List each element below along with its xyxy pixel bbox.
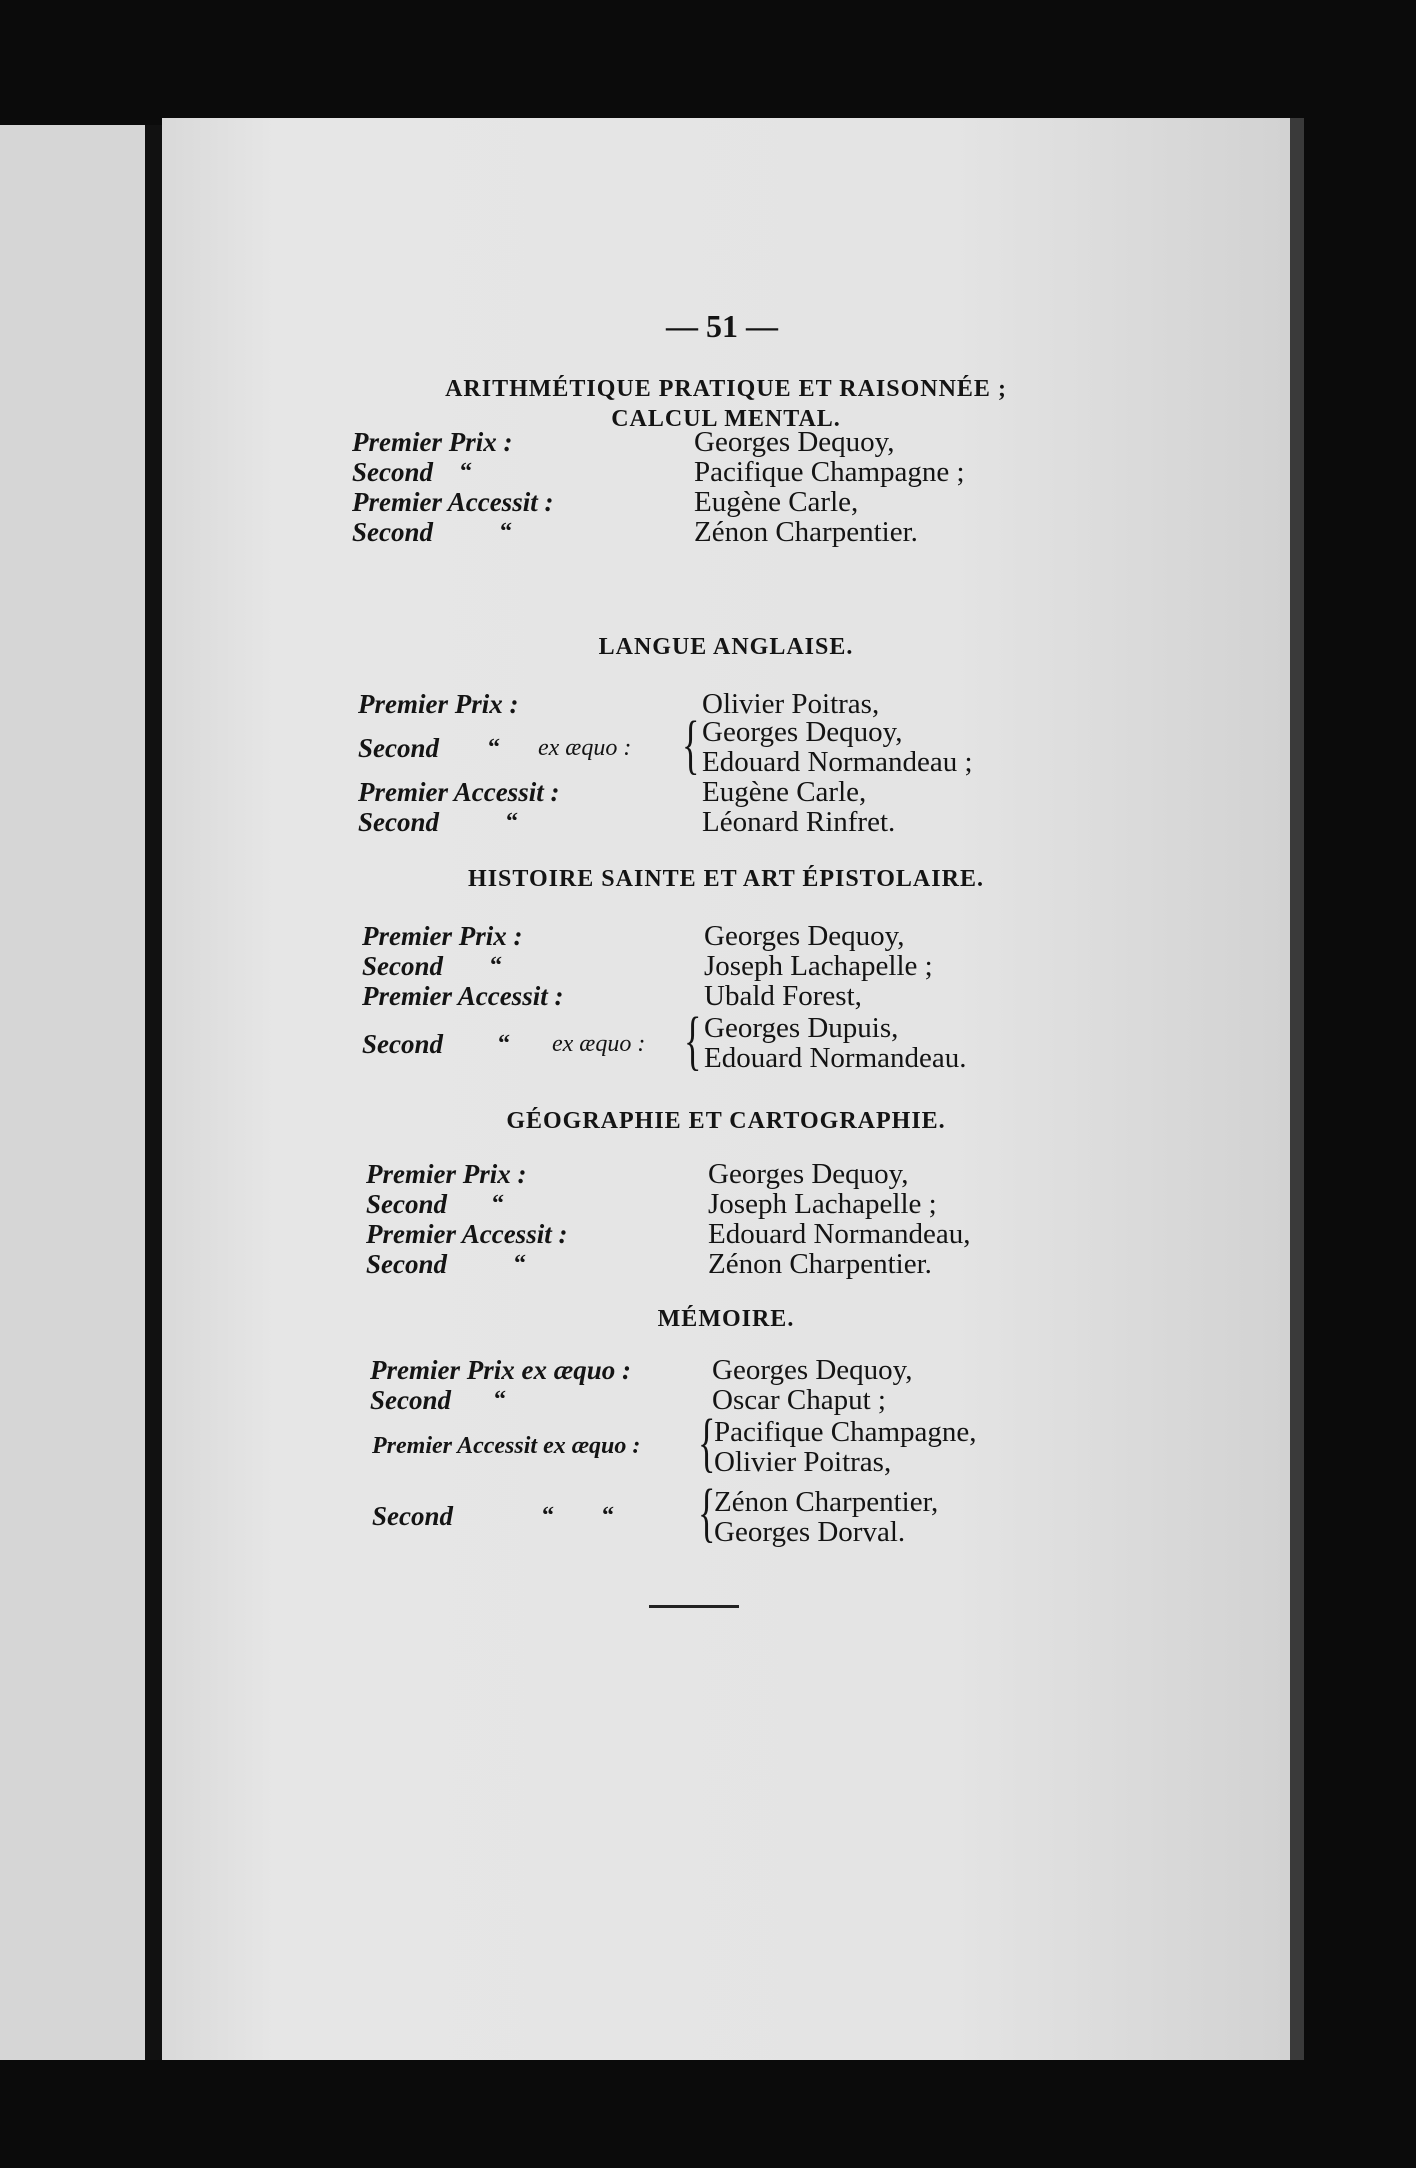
recipient-name: Zénon Charpentier. <box>708 1248 932 1280</box>
section-title-line: ARITHMÉTIQUE PRATIQUE ET RAISONNÉE ; <box>445 376 1007 402</box>
recipient-name: Eugène Carle, <box>694 486 859 518</box>
award-label: Second <box>362 951 443 981</box>
recipient-group <box>162 716 1290 748</box>
brace-symbol: { <box>698 1476 716 1549</box>
ditto-mark: “ <box>500 519 512 545</box>
page-edge-shadow <box>1290 118 1304 2060</box>
recipient-name: Zénon Charpentier, <box>714 1486 939 1518</box>
recipient-name: Léonard Rinfret. <box>702 806 896 838</box>
recipient-name: Eugène Carle, <box>702 776 867 808</box>
award-label: Premier Prix : <box>358 689 519 719</box>
section-title-arithmetique <box>162 374 1290 434</box>
award-row <box>162 806 1290 838</box>
recipient-name: Edouard Normandeau. <box>704 1042 967 1074</box>
facing-page-edge <box>0 125 145 2060</box>
recipient-name: Pacifique Champagne, <box>714 1416 977 1448</box>
award-row <box>162 1248 1290 1280</box>
award-label: Second <box>358 807 439 837</box>
ex-aequo-label: ex æquo : <box>552 1031 646 1057</box>
award-row <box>162 486 1290 518</box>
ditto-mark: “ <box>498 1031 510 1057</box>
recipient-name: Olivier Poitras, <box>702 688 880 720</box>
ditto-mark: “ <box>542 1503 554 1529</box>
section-title-histoire-sainte: HISTOIRE SAINTE ET ART ÉPISTOLAIRE. <box>468 866 984 892</box>
recipient-name: Ubald Forest, <box>704 980 862 1012</box>
ditto-mark: “ <box>492 1191 504 1217</box>
award-row <box>162 920 1290 952</box>
award-row <box>162 516 1290 548</box>
recipient-name: Georges Dequoy, <box>708 1158 909 1190</box>
award-row <box>162 1188 1290 1220</box>
recipient-name: Georges Dequoy, <box>704 920 905 952</box>
recipient-name: Georges Dequoy, <box>712 1354 913 1386</box>
section-title-line: CALCUL MENTAL. <box>611 406 841 432</box>
end-rule <box>649 1605 739 1608</box>
recipient-group <box>162 1446 1290 1478</box>
award-label: Premier Prix : <box>352 427 513 457</box>
award-label: Premier Accessit : <box>352 487 554 517</box>
award-row <box>162 776 1290 808</box>
award-row <box>162 1158 1290 1190</box>
brace-symbol: { <box>684 1004 702 1077</box>
recipient-group <box>162 1516 1290 1548</box>
award-label: Premier Prix ex æquo : <box>370 1355 631 1385</box>
ditto-mark: “ <box>494 1387 506 1413</box>
ditto-mark: “ <box>602 1503 614 1529</box>
section-title-geographie: GÉOGRAPHIE ET CARTOGRAPHIE. <box>506 1108 946 1134</box>
award-label: Second <box>370 1385 451 1415</box>
recipient-name: Olivier Poitras, <box>714 1446 892 1478</box>
page-number: — 51 — <box>666 308 778 344</box>
award-label: Second <box>352 457 433 487</box>
recipient-group <box>162 1486 1290 1518</box>
award-label: Premier Prix : <box>362 921 523 951</box>
ditto-mark: “ <box>490 953 502 979</box>
award-label: Premier Accessit : <box>358 777 560 807</box>
award-row <box>162 456 1290 488</box>
recipient-name: Georges Dorval. <box>714 1516 906 1548</box>
recipient-name: Joseph Lachapelle ; <box>704 950 933 982</box>
award-row <box>162 1354 1290 1386</box>
recipient-group <box>162 1012 1290 1044</box>
award-label: Second <box>366 1189 447 1219</box>
recipient-name: Edouard Normandeau, <box>708 1218 971 1250</box>
recipient-group <box>162 1416 1290 1448</box>
award-label: Premier Prix : <box>366 1159 527 1189</box>
book-page <box>162 118 1290 2060</box>
ditto-mark: “ <box>506 809 518 835</box>
section-title-memoire: MÉMOIRE. <box>657 1306 795 1332</box>
section-title-langue-anglaise: LANGUE ANGLAISE. <box>598 634 854 660</box>
brace-symbol: { <box>682 708 700 781</box>
award-row <box>162 1384 1290 1416</box>
award-label: Second <box>366 1249 447 1279</box>
award-label: Premier Accessit ex æquo : <box>372 1433 641 1459</box>
recipient-name: Joseph Lachapelle ; <box>708 1188 937 1220</box>
recipient-name: Oscar Chaput ; <box>712 1384 886 1416</box>
award-label: Premier Accessit : <box>366 1219 568 1249</box>
award-label: Second <box>362 1029 443 1059</box>
ditto-mark: “ <box>514 1251 526 1277</box>
ditto-mark: “ <box>460 459 472 485</box>
brace-symbol: { <box>698 1406 716 1479</box>
recipient-name: Georges Dequoy, <box>702 716 903 748</box>
recipient-name: Edouard Normandeau ; <box>702 746 973 778</box>
recipient-name: Georges Dupuis, <box>704 1012 899 1044</box>
ditto-mark: “ <box>488 735 500 761</box>
recipient-name: Pacifique Champagne ; <box>694 456 965 488</box>
recipient-group <box>162 1042 1290 1074</box>
award-row <box>162 980 1290 1012</box>
recipient-name: Georges Dequoy, <box>694 426 895 458</box>
award-label: Second <box>358 733 439 763</box>
award-label: Second <box>372 1501 453 1531</box>
award-row <box>162 426 1290 458</box>
award-row <box>162 950 1290 982</box>
ex-aequo-label: ex æquo : <box>538 735 632 761</box>
award-row <box>162 1218 1290 1250</box>
recipient-name: Zénon Charpentier. <box>694 516 918 548</box>
book-gutter <box>145 125 162 2060</box>
award-label: Second <box>352 517 433 547</box>
award-label: Premier Accessit : <box>362 981 564 1011</box>
recipient-group <box>162 746 1290 778</box>
